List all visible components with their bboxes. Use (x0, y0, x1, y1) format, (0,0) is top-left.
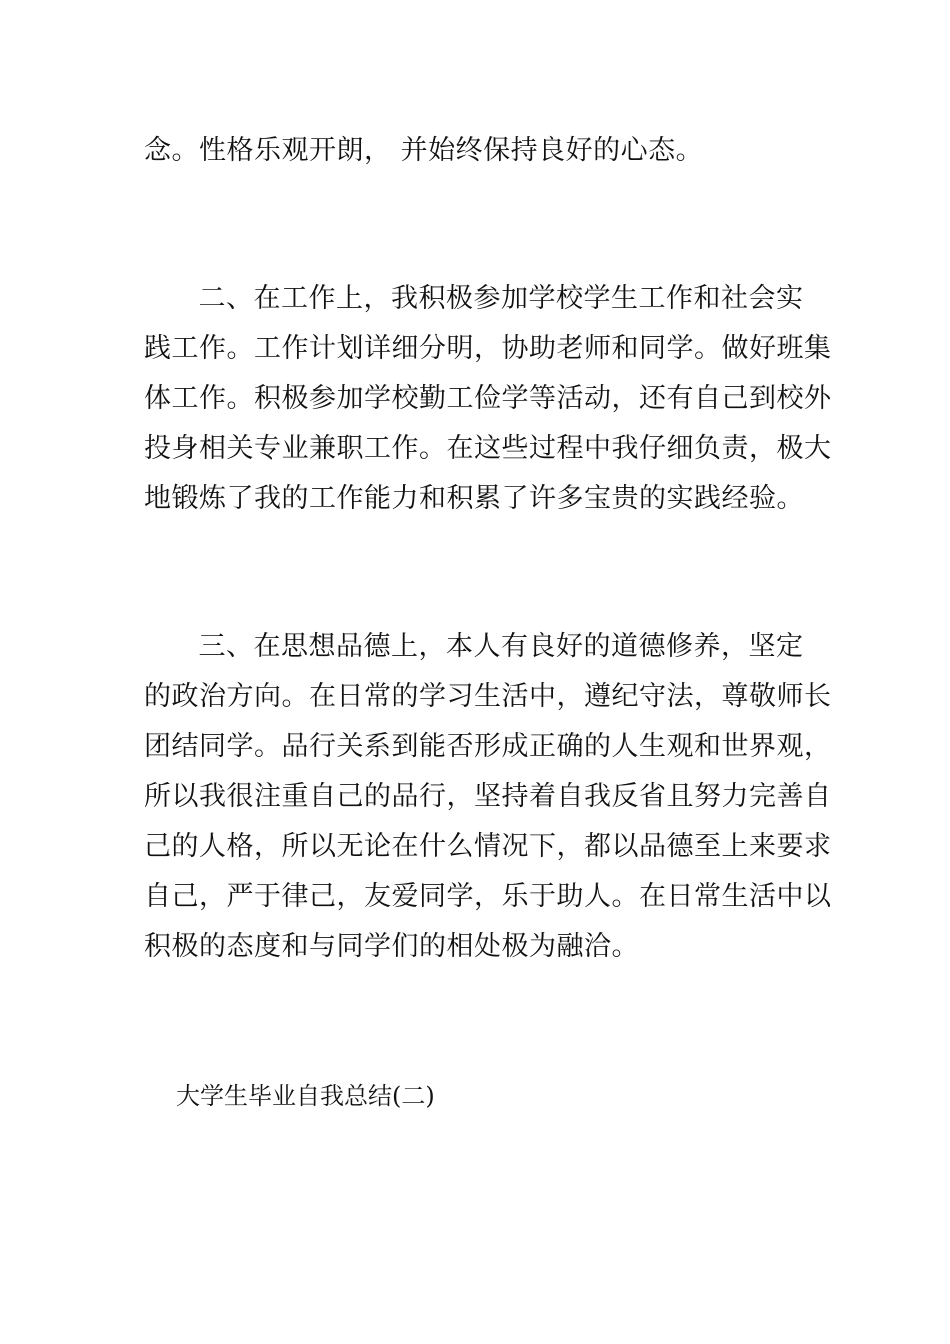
section-three-line: 的政治方向。在日常的学习生活中，遵纪守法，尊敬师长 (144, 681, 832, 712)
section-three-line: 自己，严于律己，友爱同学，乐于助人。在日常生活中以 (144, 881, 832, 912)
section-three-line: 己的人格，所以无论在什么情况下，都以品德至上来要求 (144, 831, 832, 862)
intro-line: 念。性格乐观开朗， 并始终保持良好的心态。 (144, 135, 704, 166)
section-two-line: 体工作。积极参加学校勤工俭学等活动，还有自己到校外 (144, 383, 832, 414)
section-two-line: 投身相关专业兼职工作。在这些过程中我仔细负责，极大 (144, 433, 832, 464)
section-three-line: 所以我很注重自己的品行，坚持着自我反省且努力完善自 (144, 781, 832, 812)
section-three-line: 积极的态度和与同学们的相处极为融洽。 (144, 931, 639, 962)
section-two-line: 践工作。工作计划详细分明，协助老师和同学。做好班集 (144, 333, 832, 364)
section-three-line: 三、在思想品德上，本人有良好的道德修养，坚定 (144, 631, 804, 662)
section-two-line: 地锻炼了我的工作能力和积累了许多宝贵的实践经验。 (144, 483, 804, 514)
next-section-title: 大学生毕业自我总结(二) (176, 1082, 435, 1110)
section-three-line: 团结同学。品行关系到能否形成正确的人生观和世界观， (144, 731, 832, 762)
section-two-line: 二、在工作上，我积极参加学校学生工作和社会实 (144, 283, 804, 314)
